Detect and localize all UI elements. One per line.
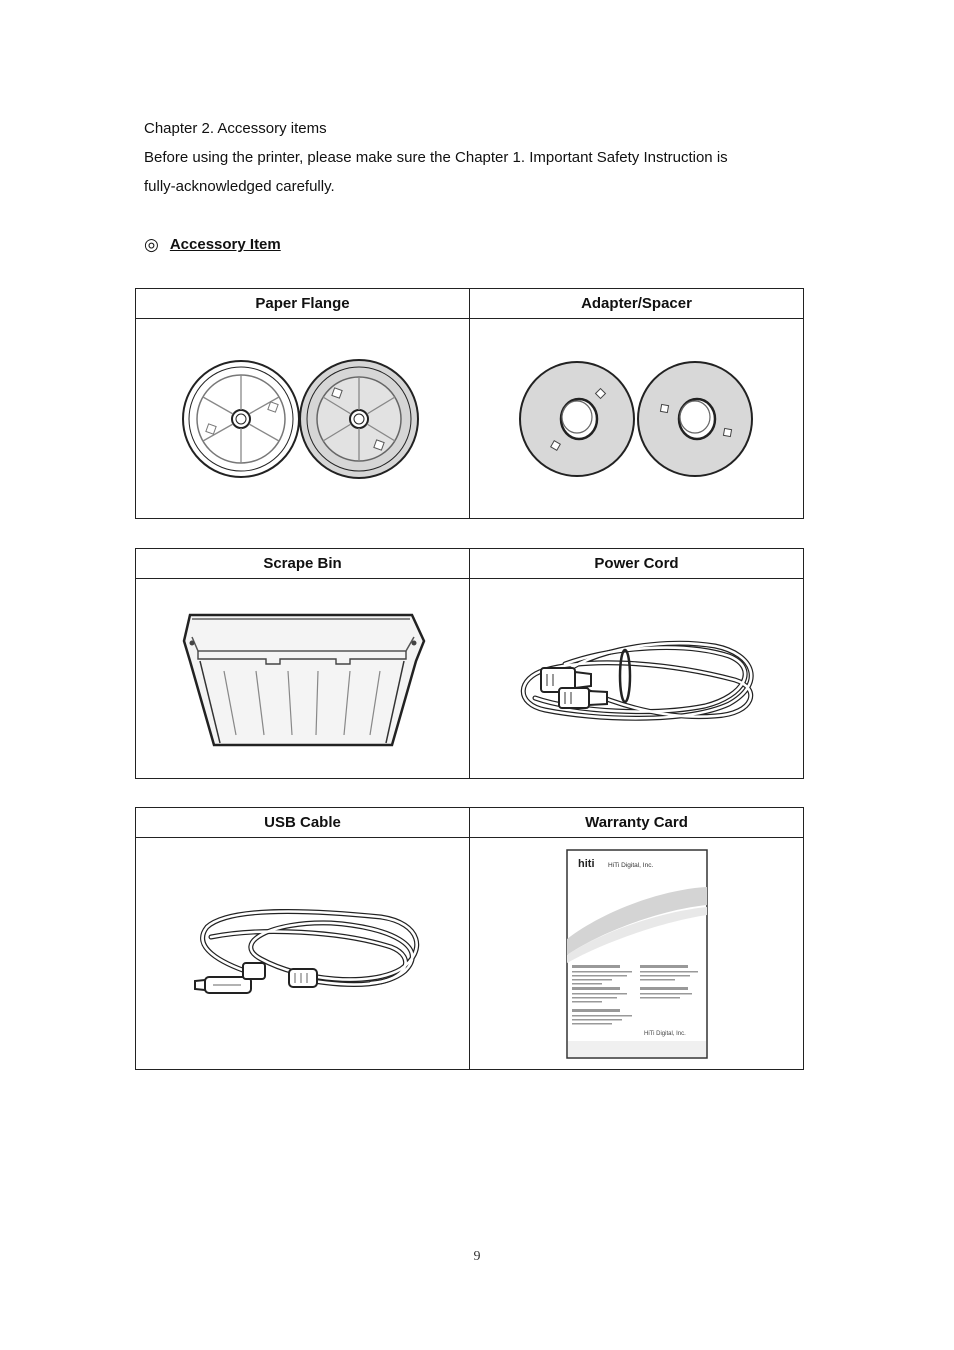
header-power-cord: Power Cord — [470, 549, 804, 579]
double-circle-bullet-icon: ◎ — [144, 235, 159, 254]
cell-paper-flange — [136, 319, 470, 519]
warranty-brand-logo: hiti — [577, 857, 594, 870]
intro-text-line-2: fully-acknowledged carefully. — [144, 178, 335, 195]
cell-usb-cable — [136, 838, 470, 1070]
cell-adapter-spacer — [470, 319, 804, 519]
cell-scrape-bin — [136, 579, 470, 779]
page-number: 9 — [473, 1249, 481, 1264]
accessory-table-2 — [135, 548, 804, 779]
adapter-spacer-icon — [517, 357, 757, 481]
header-scrape-bin: Scrape Bin — [136, 549, 470, 579]
warranty-footer-company: HiTi Digital, Inc. — [643, 1030, 686, 1037]
section-title: Accessory Item — [169, 236, 281, 253]
warranty-card-icon — [566, 849, 708, 1059]
power-cord-icon — [515, 634, 759, 724]
cell-power-cord — [470, 579, 804, 779]
usb-cable-icon — [181, 907, 425, 1001]
header-adapter-spacer: Adapter/Spacer — [470, 289, 804, 319]
section-heading — [144, 235, 281, 255]
header-usb-cable: USB Cable — [136, 808, 470, 838]
chapter-title: Chapter 2. Accessory items — [144, 120, 327, 137]
scrape-bin-icon — [180, 609, 426, 749]
accessory-table-1 — [135, 288, 804, 519]
header-warranty-card: Warranty Card — [470, 808, 804, 838]
header-paper-flange: Paper Flange — [136, 289, 470, 319]
warranty-company-name: HiTi Digital, Inc. — [607, 861, 653, 869]
intro-text-line-1: Before using the printer, please make sure the Chapter 1. Important Safety Instruction is — [144, 149, 728, 166]
paper-flange-icon — [181, 357, 425, 481]
accessory-table-3 — [135, 807, 804, 1070]
cell-warranty-card — [470, 838, 804, 1070]
